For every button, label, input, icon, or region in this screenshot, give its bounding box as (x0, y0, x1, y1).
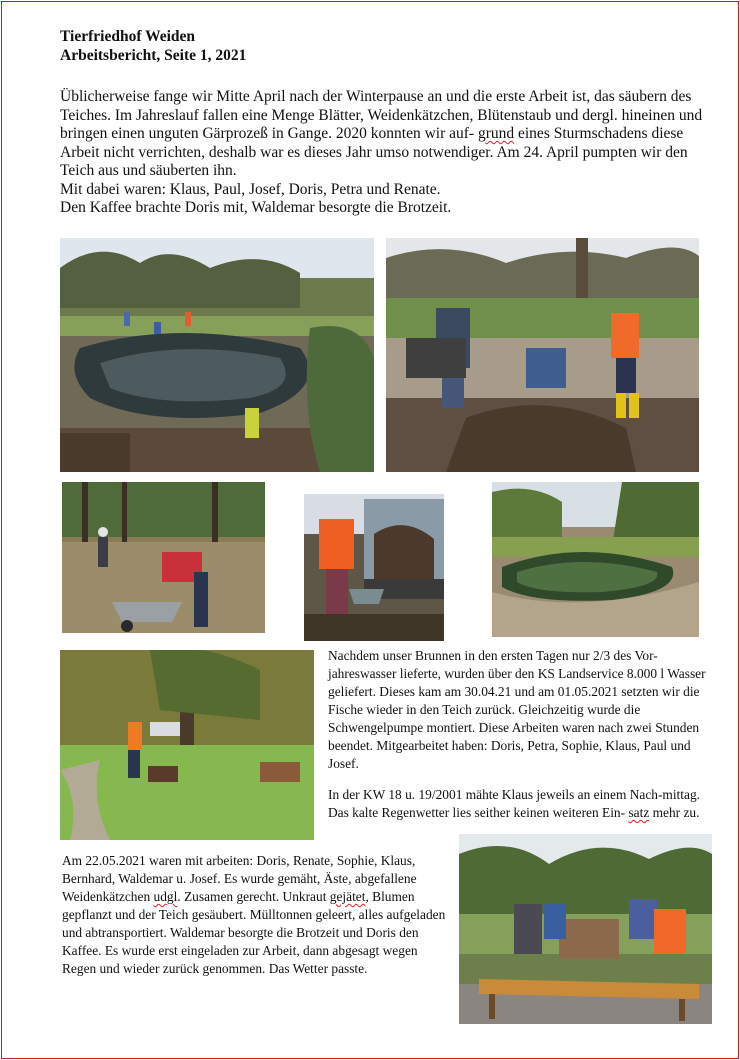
intro-text-part2: eines Sturmschadens diese Arbeit nicht verrichten, deshalb war es dieses Jahr umso notwendiger. Am 24. April pumpten wir den Teich aus und säuberten ihn. (60, 125, 688, 179)
intro-paragraph (60, 88, 710, 218)
page-title (60, 27, 246, 65)
may-misspelled-gejaetet: gejätet (329, 889, 366, 904)
section-well-p1: Nachdem unser Brunnen in den ersten Tagen nur 2/3 des Vor-jahreswasser lieferte, wurden über den KS Landservice 8.000 l Wasser geliefert. Dieses kam am 30.04.21 und am 01.05.2021 setzten wir die Fische wieder in den Teich zurück. Gleichzeitig wurde die Schwengelpumpe montiert. Diese Arbeiten waren nach zwei Stunden beendet. Mitgearbeitet haben: Doris, Petra, Sophie, Klaus, Paul und Josef. (328, 648, 706, 771)
section-may-paragraph (62, 852, 448, 978)
photo-pond-drained (60, 238, 374, 472)
photo-cleaning-pond (386, 238, 699, 472)
may-misspelled-udgl: udgl (153, 889, 178, 904)
photo-wheelbarrow-garden (62, 482, 265, 633)
intro-text-part1: Üblicherweise fange wir Mitte April nach der Winterpause an und die erste Arbeit ist, das säubern des Teiches. Im Jahreslauf fallen eine Menge Blätter, Weidenkätzchen, Blütenstaub und dergl. hineinen und bringen einen unguten Gärprozeß in Gange. 2020 konnten wir auf- (60, 88, 703, 142)
well-p2-misspelled-word: satz (628, 805, 650, 820)
section-well-p2 (328, 786, 712, 822)
photo-group-break (459, 834, 712, 1024)
intro-coffee: Den Kaffee brachte Doris mit, Waldemar besorgte die Brotzeit. (60, 199, 452, 216)
may-text-c: , Blumen gepflanzt und der Teich gesäubert. Mülltonnen geleert, alles aufgeladen und abtransportiert. Waldemar besorgte die Brotzeit und Doris den Kaffee. Es wurde erst eingeladen zur Arbeit, dann abgesagt wegen Regen und wieder zurück genommen. Das Wetter passte. (62, 889, 446, 976)
well-p2-text: In der KW 18 u. 19/2001 mähte Klaus jeweils an einem Nach-mittag. Das kalte Regenwetter lies seither keinen weiteren Ein- (328, 787, 700, 820)
intro-text (60, 88, 710, 181)
intro-misspelled-word: grund (477, 125, 515, 142)
well-p2-rest: mehr zu. (649, 805, 700, 820)
photo-clean-pond (492, 482, 699, 637)
may-text-b: . Zusamen gerecht. Unkraut (177, 889, 330, 904)
photo-mowing-lawn (60, 650, 314, 840)
intro-participants: Mit dabei waren: Klaus, Paul, Josef, Doris, Petra und Renate. (60, 180, 441, 198)
may-text-a: Am 22.05.2021 waren mit arbeiten: Doris, Renate, Sophie, Klaus, Bernhard, Waldemar u. Josef. Es wurde gemäht, Äste, abgefallene Weidenkätzchen (62, 853, 417, 904)
document-page (1, 1, 739, 1059)
title-line-1: Tierfriedhof Weiden (60, 28, 196, 45)
photo-trailer-loading (304, 494, 444, 641)
title-line-2: Arbeitsbericht, Seite 1, 2021 (60, 47, 247, 64)
